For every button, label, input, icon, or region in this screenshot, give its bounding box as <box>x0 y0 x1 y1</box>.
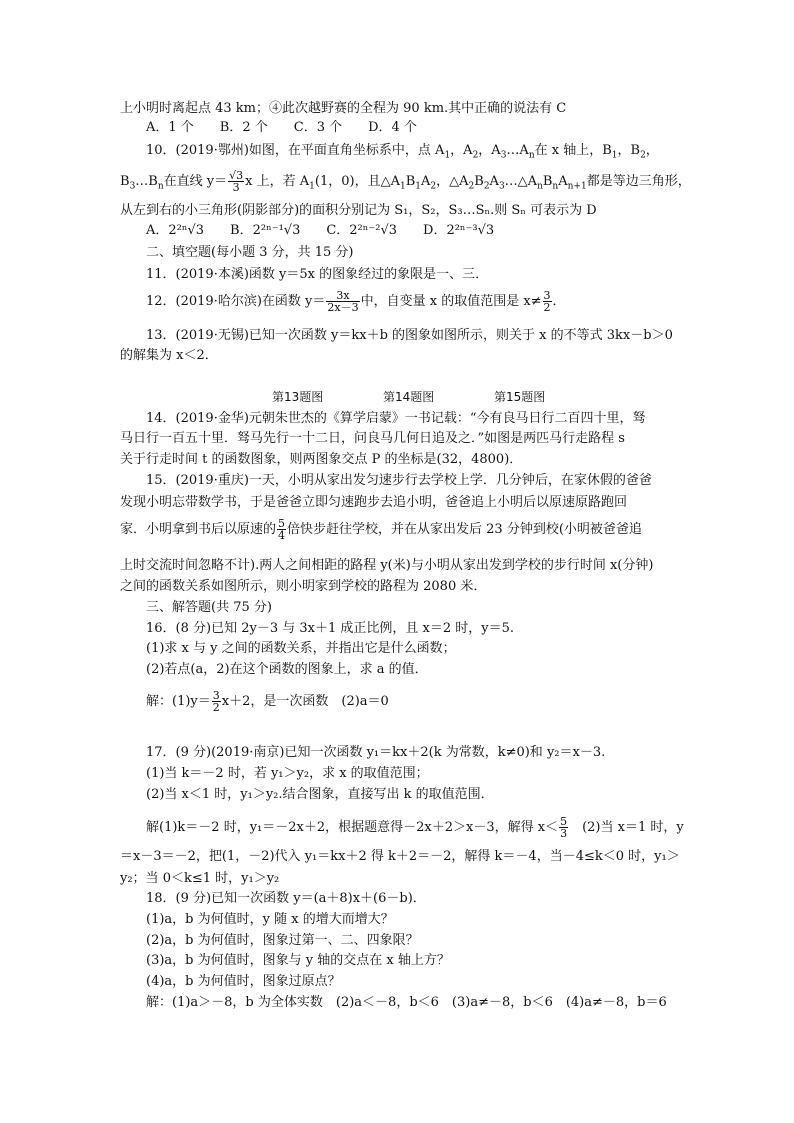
q16-text: 16．(8 分)已知 2y－3 与 3x＋1 成正比例，且 x＝2 时，y＝5. <box>146 621 514 636</box>
q10-stem-line1: 10．(2019·鄂州)如图，在平面直角坐标系中，点 $A_1$，$A_2$，$A_3\dots A_n$在 x 轴上，$B_1$，$B_2$， <box>146 143 659 161</box>
q9-conclusion-text: 上小明时离起点 43 km；④此次越野赛的全程为 90 km.其中正确的说法有 C <box>120 101 567 116</box>
q14-text-line1: 14．(2019·金华)元朝朱世杰的《算学启蒙》一书记载：“今有良马日行二百四十里，驽 <box>146 411 646 426</box>
section-fill-in-heading: 二、填空题(每小题 3 分，共 15 分) <box>146 245 354 260</box>
q15-text-line5: 之间的函数关系如图所示，则小明家到学校的路程为 2080 米． <box>120 579 487 594</box>
q17-part1: (1)当 k＝－2 时，若 y₁＞y₂，求 x 的取值范围； <box>146 766 429 781</box>
q16-three-halves-fraction: $\frac{3}{2}$ <box>212 689 220 714</box>
q17-solution-line2: ＝x－3＝－2，把(1，－2)代入 y₁＝kx＋2 得 k＋2＝－2，解得 k＝－4，当－4≤k＜0 时，y₁＞ <box>120 849 680 864</box>
caption-figure-15: 第15题图 <box>494 390 546 404</box>
q18-part1: (1)a，b 为何值时，y 随 x 的增大而增大？ <box>146 912 394 927</box>
q14-text-line3: 关于行走时间 t 的函数图象，则两图象交点 P 的坐标是(32，4800)． <box>120 452 523 467</box>
q12-answer-fraction: $\frac{3}{2}$ <box>543 289 551 314</box>
q18-text: 18．(9 分)已知一次函数 y＝(a＋8)x＋(6－b)． <box>146 891 426 906</box>
q12-text: 12．(2019·哈尔滨)在函数 y＝ $\frac{3x}{2x-3}$ 中，自变量 x 的取值范围是 x≠ $\frac{3}{2}$ ． <box>146 289 566 314</box>
q18-solution: 解：(1)a＞－8，b 为全体实数 (2)a＜－8，b＜6 (3)a≠－8，b＜6 (4)a≠－8，b＝6 <box>146 995 667 1010</box>
q9-options: A．1 个 B．2 个 C．3 个 D．4 个 <box>146 120 417 135</box>
q15-text-line3: 家．小明拿到书后以原速的 $\frac{5}{4}$ 倍快步赶往学校，并在从家出发后 23 分钟到校(小明被爸爸追 <box>120 517 642 542</box>
q12-function-fraction: $\frac{3x}{2x-3}$ <box>327 289 359 314</box>
q17-solution-line3: y₂；当 0＜k≤1 时，y₁＞y₂ <box>120 871 280 886</box>
q17-part2: (2)当 x＜1 时，y₁＞y₂.结合图象，直接写出 k 的取值范围． <box>146 787 494 802</box>
caption-figure-13: 第13题图 <box>272 390 324 404</box>
q17-five-thirds-fraction: $\frac{5}{3}$ <box>560 815 568 840</box>
q15-text-line4: 上时交流时间忽略不计).两人之间相距的路程 y(米)与小明从家出发到学校的步行时间 x(分钟) <box>120 558 654 573</box>
q15-five-fourths-fraction: $\frac{5}{4}$ <box>278 517 286 542</box>
q16-part2: (2)若点(a，2)在这个函数的图象上，求 a 的值． <box>146 662 428 677</box>
q18-part3: (3)a，b 为何值时，图象与 y 轴的交点在 x 轴上方？ <box>146 953 450 968</box>
q18-part2: (2)a，b 为何值时，图象过第一、二、四象限？ <box>146 933 419 948</box>
section-answers-heading: 三、解答题(共 75 分) <box>146 600 272 615</box>
q10-stem-line3: 从左到右的小三角形(阴影部分)的面积分别记为 S₁，S₂，S₃…Sₙ.则 Sₙ 可表示为 D <box>120 203 597 218</box>
q15-text-line2: 发现小明忘带数学书，于是爸爸立即匀速跑步去追小明，爸爸追上小明后以原速原路跑回 <box>120 495 628 510</box>
q17-solution-line1: 解(1)k＝－2 时，y₁＝－2x＋2，根据题意得－2x＋2＞x－3，解得 x＜ $\frac{5}{3}$ (2)当 x＝1 时，y <box>146 815 684 840</box>
q10-options: A．2²ⁿ√3 B．2²ⁿ⁻¹√3 C．2²ⁿ⁻²√3 D．2²ⁿ⁻³√3 <box>146 223 495 238</box>
q18-part4: (4)a，b 为何值时，图象过原点？ <box>146 974 341 989</box>
q13-text-line1: 13．(2019·无锡)已知一次函数 y＝kx＋b 的图象如图所示，则关于 x 的不等式 3kx－b＞0 <box>146 328 673 343</box>
caption-figure-14: 第14题图 <box>383 390 435 404</box>
q17-text: 17．(9 分)(2019·南京)已知一次函数 y₁＝kx＋2(k 为常数，k≠0)和 y₂＝x－3. <box>146 745 606 760</box>
q15-text-line1: 15．(2019·重庆)一天，小明从家出发匀速步行去学校上学．几分钟后，在家休假的爸爸 <box>146 473 652 488</box>
q16-solution: 解：(1)y＝ $\frac{3}{2}$ x＋2，是一次函数 (2)a＝0 <box>146 689 389 714</box>
q13-text-line2: 的解集为 x＜2． <box>120 348 218 363</box>
q11-text: 11．(2019·本溪)函数 y＝5x 的图象经过的象限是一、三． <box>146 267 489 282</box>
sqrt3-over-3-fraction: $\frac{√3}{3}$ <box>229 169 244 194</box>
q10-stem-line2: $B_3\dots B_n$在直线 y＝ $\frac{√3}{3}$ x 上，若 $A_1(1$，0)，且$\triangle A_1B_1A_2$，$\triangle A_2B_2A_3\dots\triangle A_nB_nA_{n+1}$都是等边三角形， <box>120 169 691 194</box>
q16-part1: (1)求 x 与 y 之间的函数关系，并指出它是什么函数； <box>146 641 456 656</box>
q14-text-line2: 马日行一百五十里．驽马先行一十二日，问良马几何日追及之．”如图是两匹马行走路程 s <box>120 431 625 446</box>
